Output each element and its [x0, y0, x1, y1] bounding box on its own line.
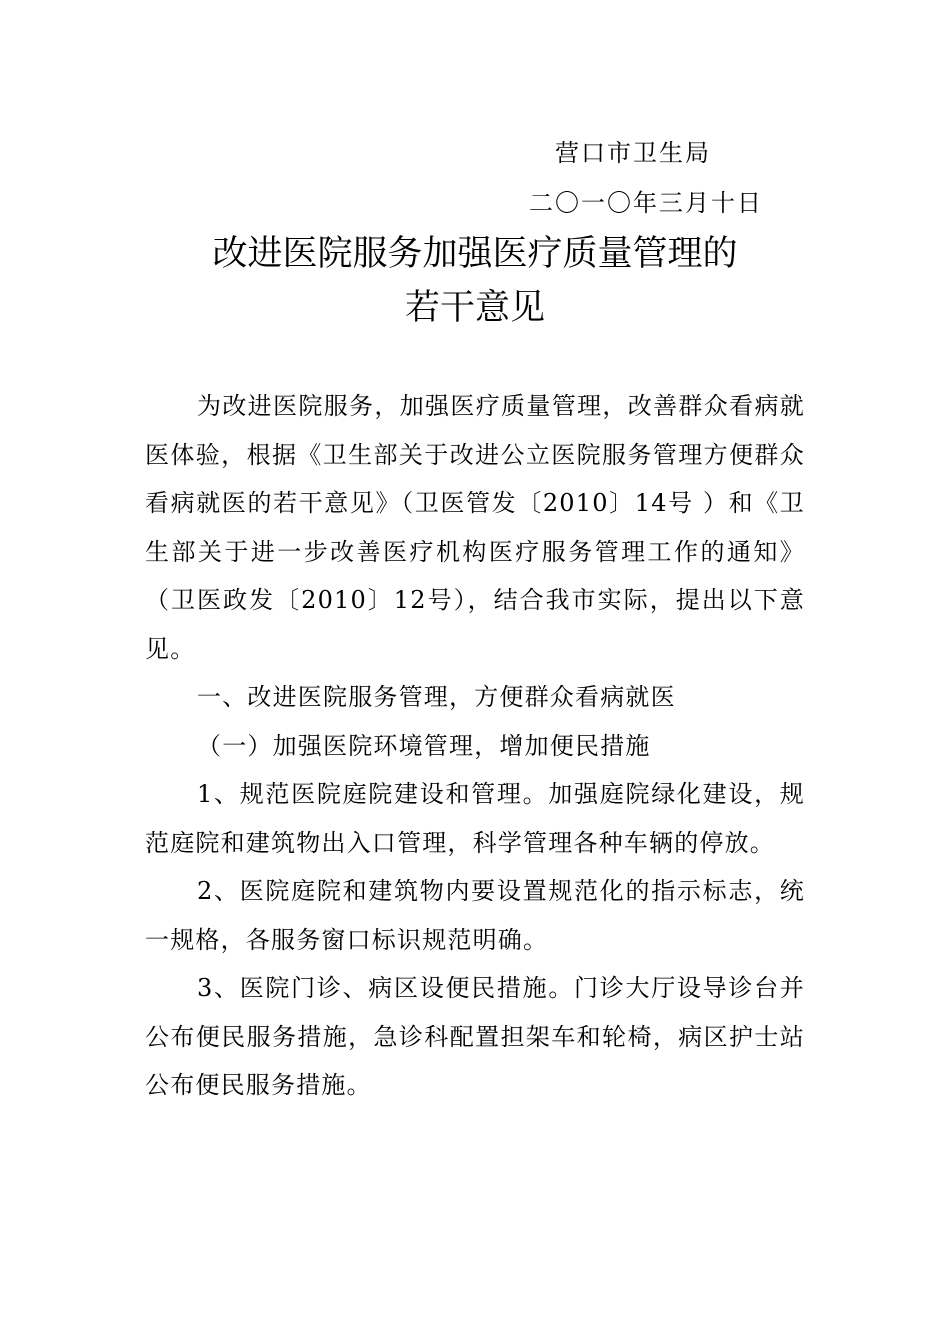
section-heading-1: 一、改进医院服务管理，方便群众看病就医 [197, 683, 676, 711]
document-title-line-1: 改进医院服务加强医疗质量管理的 [212, 234, 738, 274]
subsection-heading-1: （一）加强医院环境管理，增加便民措施 [197, 731, 651, 760]
document-title-line-2: 若干意见 [404, 288, 545, 328]
issue-date: 二〇一〇年三月十日 [529, 189, 763, 217]
document-body [145, 382, 805, 1110]
issuer-name: 营口市卫生局 [555, 139, 711, 167]
item-paragraph-3: 3、医院门诊、病区设便民措施。门诊大厅设导诊台并公布便民服务措施，急诊科配置担架车和轮椅，病区护士站公布便民服务措施。 [145, 974, 805, 1099]
item-paragraph-2: 2、医院庭院和建筑物内要设置规范化的指示标志，统一规格，各服务窗口标识规范明确。 [145, 877, 805, 954]
item-paragraph-1: 1、规范医院庭院建设和管理。加强庭院绿化建设，规范庭院和建筑物出入口管理，科学管理各种车辆的停放。 [145, 780, 805, 857]
intro-paragraph: 为改进医院服务，加强医疗质量管理，改善群众看病就医体验，根据《卫生部关于改进公立医院服务管理方便群众看病就医的若干意见》（卫医管发〔2010〕14号 ）和《卫生部关于进一步改善医疗机构医疗服务管理工作的通知》（卫医政发〔2010〕12号），结合我市实际，提出以下意见。 [145, 392, 805, 663]
